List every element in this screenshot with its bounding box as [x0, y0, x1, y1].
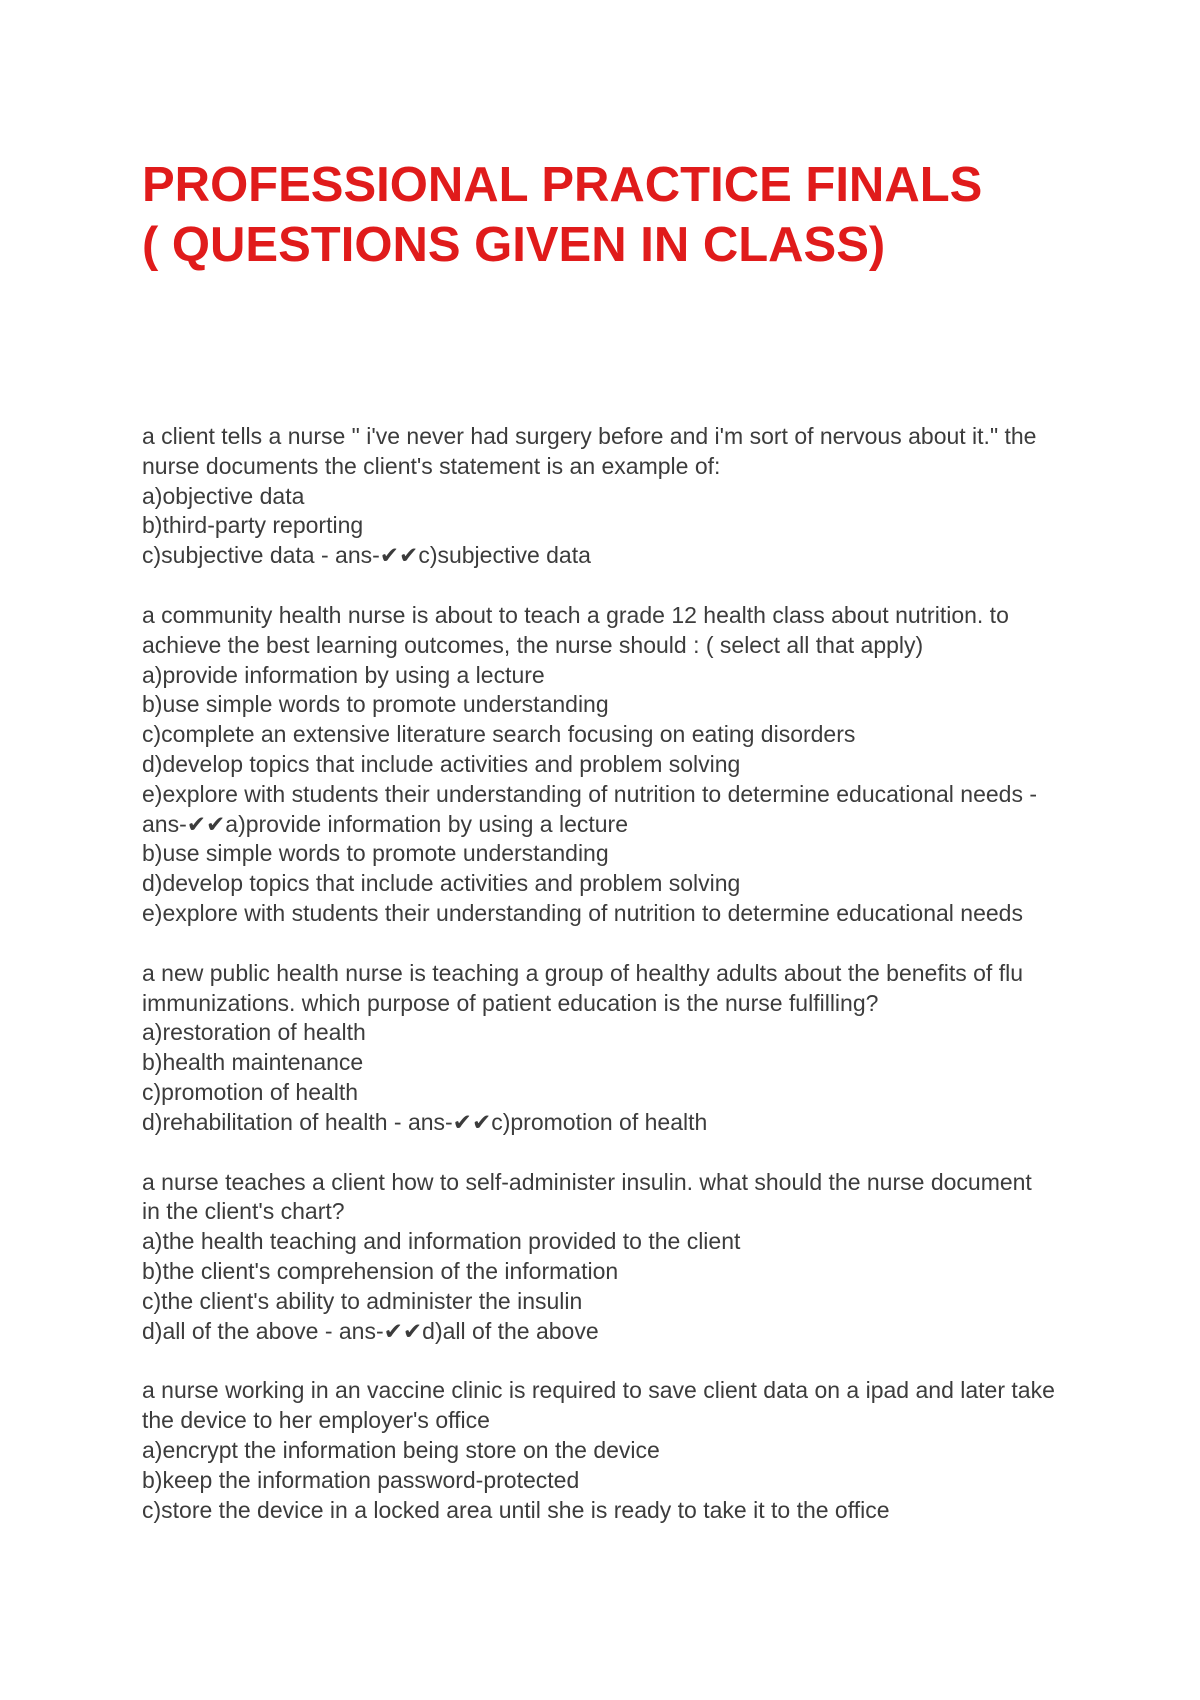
question-line: achieve the best learning outcomes, the nurse should : ( select all that apply) [142, 631, 924, 658]
question-line: a)restoration of health [142, 1019, 366, 1046]
question-line: the device to her employer's office [142, 1407, 490, 1434]
question-text-line: a nurse teaches a client how to self-administer insulin. what should the nurse document [142, 1168, 1032, 1195]
question-block [142, 959, 1102, 1138]
question-line: c)subjective data - ans-✔✔c)subjective data [142, 542, 591, 569]
question-line: nurse documents the client's statement is an example of: [142, 452, 721, 479]
question-line: c)complete an extensive literature search focusing on eating disorders [142, 721, 856, 748]
question-line: immunizations. which purpose of patient education is the nurse fulfilling? [142, 989, 879, 1016]
question-line: c)store the device in a locked area until she is ready to take it to the office [142, 1496, 890, 1523]
question-line: b)use simple words to promote understanding [142, 840, 609, 867]
question-line: a)encrypt the information being store on the device [142, 1436, 660, 1463]
title-line: ( QUESTIONS GIVEN IN CLASS) [142, 218, 886, 272]
question-line: d)develop topics that include activities and problem solving [142, 750, 741, 777]
question-block [142, 601, 1102, 929]
question-line: b)health maintenance [142, 1049, 364, 1076]
question-line: d)all of the above - ans-✔✔d)all of the above [142, 1317, 599, 1344]
question-text-line: a client tells a nurse " i've never had surgery before and i'm sort of nervous about it." the [142, 423, 1037, 449]
question-line: a)the health teaching and information provided to the client [142, 1228, 741, 1255]
question-line: b)the client's comprehension of the information [142, 1257, 619, 1284]
question-block [142, 422, 1102, 571]
question-line: in the client's chart? [142, 1198, 345, 1225]
document-title [142, 155, 1102, 275]
question-text-line: a community health nurse is about to teach a grade 12 health class about nutrition. to [142, 601, 1009, 628]
question-block [142, 1168, 1102, 1347]
question-text-line: a nurse working in an vaccine clinic is required to save client data on a ipad and later take [142, 1377, 1055, 1404]
question-text-line: a new public health nurse is teaching a group of healthy adults about the benefits of flu [142, 959, 1023, 986]
question-line: ans-✔✔a)provide information by using a lecture [142, 810, 628, 837]
question-line: d)rehabilitation of health - ans-✔✔c)promotion of health [142, 1108, 708, 1135]
question-line: a)objective data [142, 482, 305, 509]
question-line: b)use simple words to promote understanding [142, 691, 609, 718]
question-line: c)promotion of health [142, 1078, 359, 1105]
question-line: c)the client's ability to administer the insulin [142, 1287, 583, 1314]
question-line: d)develop topics that include activities and problem solving [142, 870, 741, 897]
question-line: e)explore with students their understanding of nutrition to determine educational needs [142, 899, 1023, 926]
title-line: PROFESSIONAL PRACTICE FINALS [142, 158, 983, 212]
question-line: b)keep the information password-protected [142, 1466, 580, 1493]
question-line: e)explore with students their understanding of nutrition to determine educational needs - [142, 780, 1037, 807]
question-line: b)third-party reporting [142, 512, 364, 539]
question-block [142, 1376, 1102, 1525]
question-line: a)provide information by using a lecture [142, 661, 545, 688]
question-list [142, 422, 1102, 1555]
